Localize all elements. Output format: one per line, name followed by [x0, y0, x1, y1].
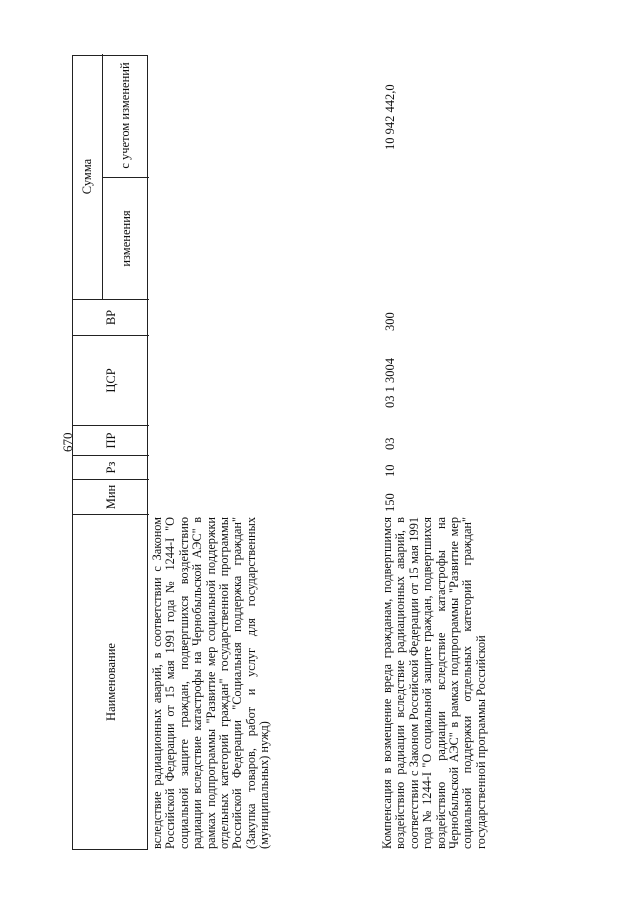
row-csr: 03 1 3004 [383, 358, 397, 408]
header-sum-change: изменения [103, 177, 149, 299]
header-vr: ВР [73, 299, 149, 335]
page-number: 670 [60, 432, 75, 452]
header-sum-group [73, 54, 149, 299]
row-min: 150 [383, 493, 397, 512]
header-sum: Сумма [73, 54, 103, 299]
header-pr: ПР [73, 425, 149, 455]
header-csr: ЦСР [73, 335, 149, 425]
row-pr: 03 [383, 437, 397, 450]
row-vr: 300 [383, 312, 397, 331]
row-name: вследствие радиационных аварий, в соответствии с Законом Российской Федерации от 15 мая 1991 года № 1244-I "О социальной защите граждан, подвергшихся воздействию радиации вследствие катастрофы на Чернобыльской АЭС" в рамках подпрограммы "Развитие мер социальной поддержки отдельных категорий граждан" государственной программы Российской Федерации "Социальная поддержка граждан" (Закупка товаров, работ и услуг для государственных (муниципальных) нужд) [150, 517, 272, 849]
header-sum-with-changes: с учетом изменений [118, 62, 133, 169]
header-rz: Рз [73, 455, 149, 479]
table-row [381, 517, 488, 849]
table-header [72, 55, 148, 850]
row-rz: 10 [383, 464, 397, 477]
row-total: 10 942 442,0 [383, 84, 397, 150]
row-name: Компенсация в возмещение вреда гражданам, подвергшимся воздействию радиации вследствие радиационных аварий, в соответствии с Законом Российской Федерации от 15 мая 1991 года № 1244-I "О социальной защите граждан, подвергшихся воздействию радиации вследствие катастрофы на Чернобыльской АЭС" в рамках подпрограммы "Развитие мер социальной поддержки отдельных категорий граждан" государственной программы Российской [380, 517, 488, 849]
header-name: Наименование [73, 514, 149, 849]
budget-table-sheet [72, 55, 607, 850]
table-row [151, 517, 272, 849]
header-min: Мин [73, 479, 149, 514]
